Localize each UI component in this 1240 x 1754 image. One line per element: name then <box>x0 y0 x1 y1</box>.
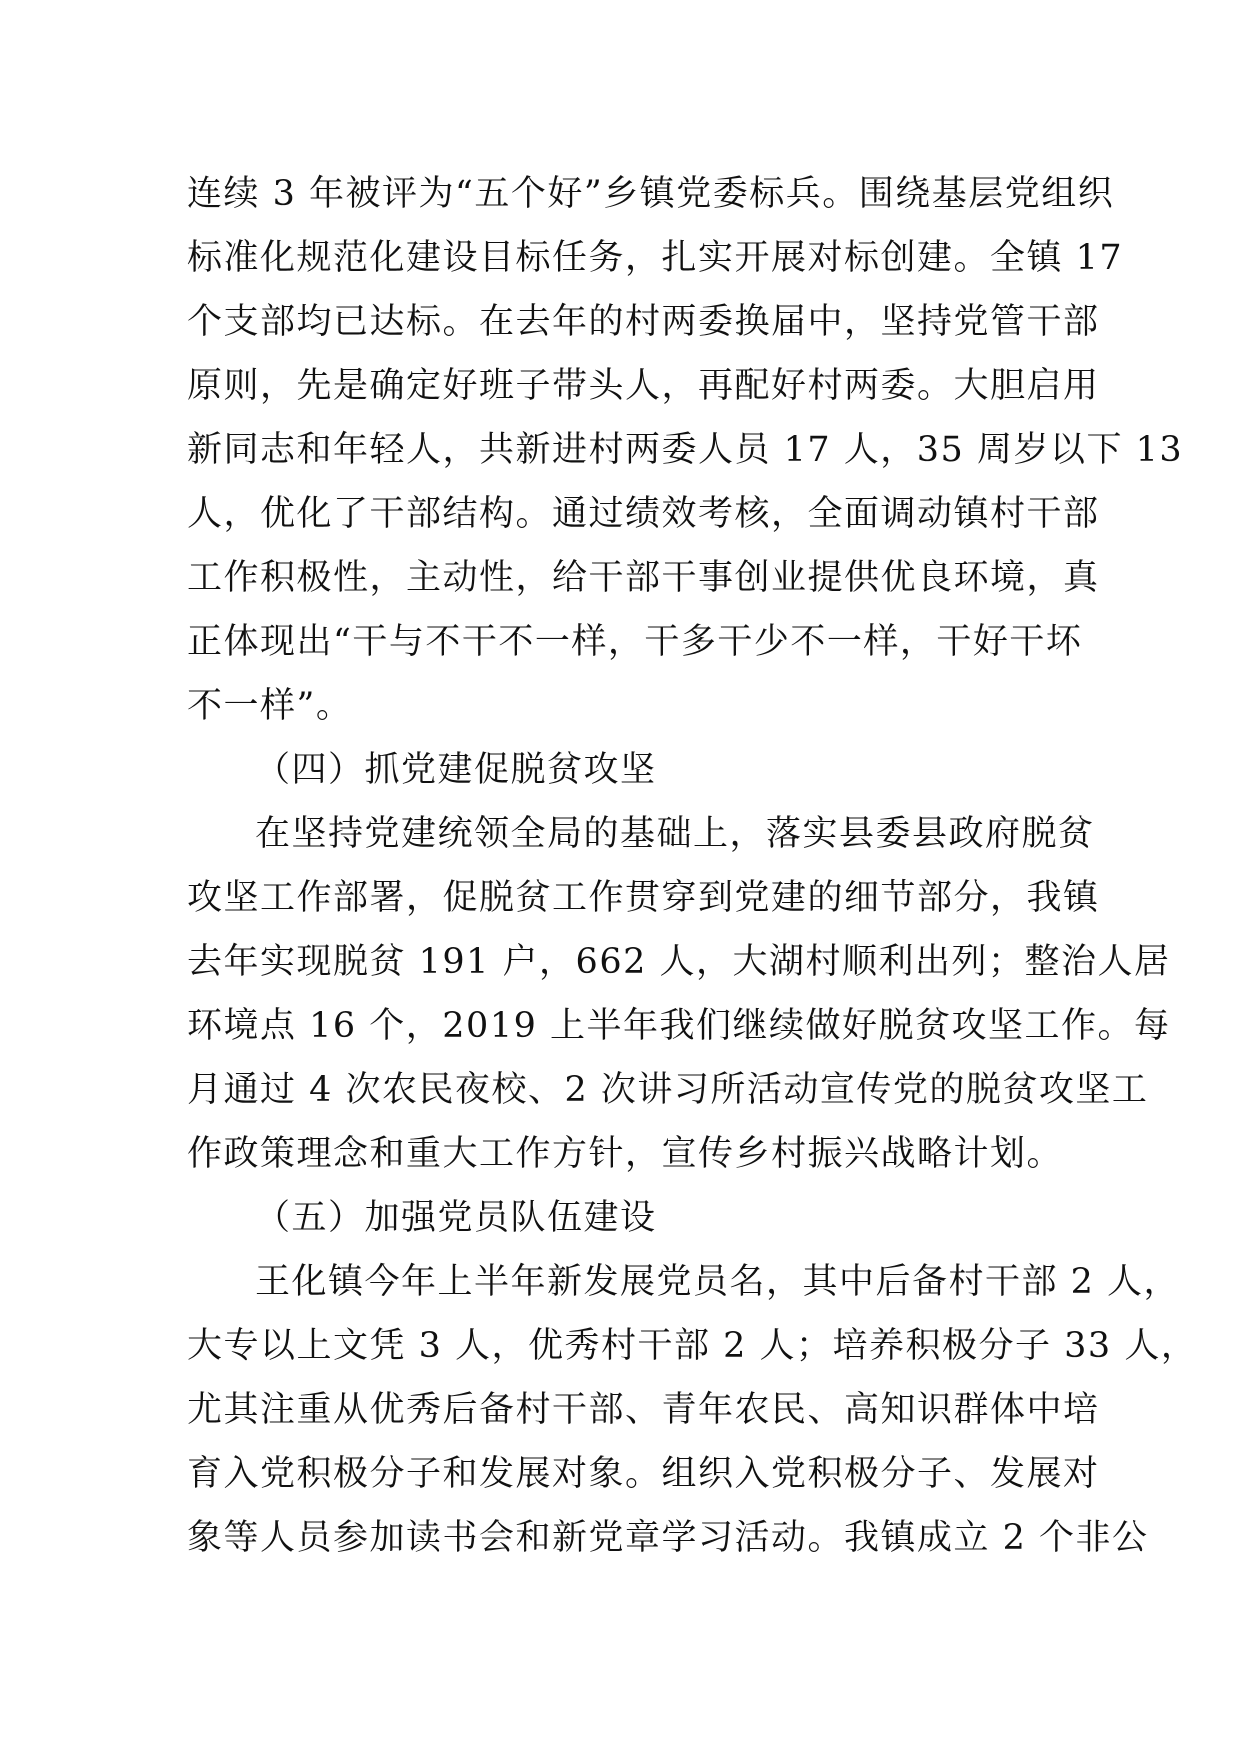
text-line: 环境点 16 个，2019 上半年我们继续做好脱贫攻坚工作。每 <box>187 1006 1171 1046</box>
text-line: 作政策理念和重大工作方针，宣传乡村振兴战略计划。 <box>187 1134 1064 1174</box>
text-line: 王化镇今年上半年新发展党员名，其中后备村干部 2 人， <box>255 1262 1181 1302</box>
text-line: 新同志和年轻人，共新进村两委人员 17 人，35 周岁以下 13 <box>187 430 1184 470</box>
text-line: 工作积极性，主动性，给干部干事创业提供优良环境，真 <box>187 558 1100 598</box>
text-line: 连续 3 年被评为“五个好”乡镇党委标兵。围绕基层党组织 <box>187 174 1115 214</box>
section-heading: （四）抓党建促脱贫攻坚 <box>255 750 657 790</box>
text-line: 月通过 4 次农民夜校、2 次讲习所活动宣传党的脱贫攻坚工 <box>187 1070 1149 1110</box>
document-body <box>187 162 1198 1570</box>
text-line: 标准化规范化建设目标任务，扎实开展对标创建。全镇 17 <box>187 238 1124 278</box>
text-line: 正体现出“干与不干不一样，干多干少不一样，干好干坏 <box>187 622 1083 662</box>
text-line: 大专以上文凭 3 人，优秀村干部 2 人；培养积极分子 33 人， <box>187 1326 1198 1366</box>
text-line: 尤其注重从优秀后备村干部、青年农民、高知识群体中培 <box>187 1390 1100 1430</box>
text-line: 人，优化了干部结构。通过绩效考核，全面调动镇村干部 <box>187 494 1100 534</box>
text-line: 象等人员参加读书会和新党章学习活动。我镇成立 2 个非公 <box>187 1518 1149 1558</box>
text-line: 在坚持党建统领全局的基础上，落实县委县政府脱贫 <box>255 814 1095 854</box>
text-line: 攻坚工作部署，促脱贫工作贯穿到党建的细节部分，我镇 <box>187 878 1100 918</box>
text-line: 去年实现脱贫 191 户，662 人，大湖村顺利出列；整治人居 <box>187 942 1171 982</box>
text-line: 育入党积极分子和发展对象。组织入党积极分子、发展对 <box>187 1454 1100 1494</box>
text-line: 原则，先是确定好班子带头人，再配好村两委。大胆启用 <box>187 366 1100 406</box>
text-line: 个支部均已达标。在去年的村两委换届中，坚持党管干部 <box>187 302 1100 342</box>
section-heading: （五）加强党员队伍建设 <box>255 1198 657 1238</box>
text-line: 不一样”。 <box>187 686 353 726</box>
